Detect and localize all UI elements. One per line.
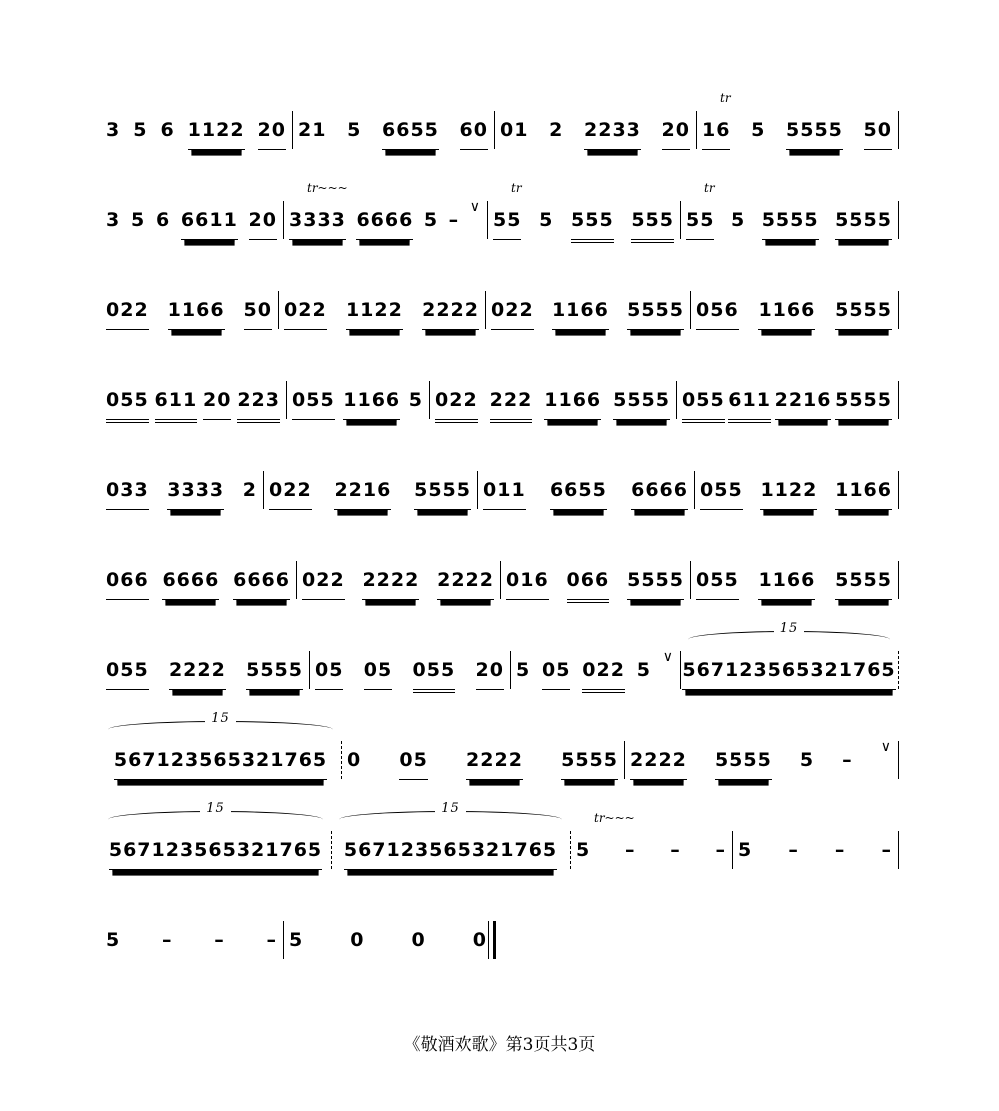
measure-notes <box>298 119 488 150</box>
measure-notes <box>506 569 684 603</box>
bar-line <box>309 651 310 689</box>
note-group: 055 <box>700 479 743 510</box>
measure-notes <box>500 119 690 150</box>
trill-mark: tr <box>720 91 731 105</box>
measure-notes <box>289 199 481 240</box>
note-group: 055 <box>106 659 149 690</box>
note-group: 5555 <box>613 389 670 420</box>
score-system <box>0 915 999 975</box>
measure <box>734 825 896 885</box>
measure <box>696 465 896 525</box>
measure <box>102 801 329 885</box>
note-group: 2216 <box>334 479 391 510</box>
bar-line <box>694 471 695 509</box>
note-group: 6655 <box>550 479 607 510</box>
note-group: 5555 <box>835 209 892 240</box>
note-group: 1166 <box>168 299 225 330</box>
note-group: 6 <box>155 209 171 231</box>
note-group: 5555 <box>627 299 684 330</box>
measure-notes <box>483 479 688 510</box>
score-system <box>0 801 999 885</box>
bar-line <box>278 291 279 329</box>
note-group: 5555 <box>786 119 843 150</box>
measure <box>512 645 678 705</box>
note-group: 5 <box>751 119 766 141</box>
bar-line <box>283 201 284 239</box>
note-group: 20 <box>662 119 690 150</box>
tuplet-number-text: 15 <box>200 801 231 816</box>
measure-notes <box>630 739 892 780</box>
tuplet-number <box>686 621 892 636</box>
note-group: 1166 <box>835 479 892 510</box>
bar-line <box>690 291 691 329</box>
note-group: 20 <box>258 119 286 150</box>
measure <box>682 181 896 255</box>
note-group: 05 <box>364 659 392 690</box>
note-group: 1166 <box>544 389 601 420</box>
dash-note: – <box>881 839 892 861</box>
score-system <box>0 375 999 435</box>
measure-notes <box>696 569 892 600</box>
note-group: 5 <box>289 929 304 951</box>
note-group: 611 <box>155 389 198 423</box>
measure <box>102 645 307 705</box>
score-system <box>0 465 999 525</box>
note-group: 1122 <box>346 299 403 330</box>
score-system <box>0 181 999 255</box>
note-group: 05 <box>315 659 343 690</box>
measure <box>572 811 730 885</box>
measure <box>479 465 692 525</box>
measure-notes <box>269 479 471 510</box>
note-group: 5 <box>539 209 554 231</box>
measure-notes <box>700 479 892 510</box>
note-group: 1166 <box>758 299 815 330</box>
bar-line <box>485 291 486 329</box>
bar-line <box>898 111 899 149</box>
note-group: 5 <box>799 749 815 771</box>
note-group: 50 <box>864 119 892 150</box>
measure-notes <box>682 389 892 423</box>
dash-note: – <box>788 839 799 861</box>
note-group: 20 <box>249 209 277 240</box>
note-group: 022 <box>582 659 625 693</box>
measure <box>496 105 694 165</box>
measure-notes <box>106 209 277 240</box>
dash-note: – <box>214 929 225 951</box>
measure-notes <box>106 299 272 330</box>
bar-line <box>494 111 495 149</box>
measure <box>678 375 896 435</box>
bar-line <box>500 561 501 599</box>
note-group: 611 <box>728 389 771 423</box>
dash-note: – <box>624 839 636 861</box>
note-group: 6655 <box>382 119 439 150</box>
measure-notes <box>106 389 280 423</box>
bar-line <box>510 651 511 689</box>
measure <box>265 465 475 525</box>
note-group: 6666 <box>356 209 413 240</box>
measure-notes <box>289 929 487 959</box>
measure-notes <box>702 119 892 150</box>
tuplet-number <box>106 801 325 816</box>
note-group: 2222 <box>466 749 523 780</box>
tuplet-number <box>106 711 335 726</box>
bar-line <box>286 381 287 419</box>
bar-line <box>624 741 625 779</box>
breath-mark: ∨ <box>662 649 674 665</box>
note-group: 5555 <box>835 389 892 420</box>
bar-line <box>898 831 899 869</box>
note-group: 5 <box>738 839 753 861</box>
measure-notes <box>106 479 257 510</box>
measure-notes <box>435 389 670 423</box>
bar-line <box>493 921 496 959</box>
note-group: 5555 <box>835 299 892 330</box>
measure <box>294 105 492 165</box>
note-group: 555 <box>571 209 614 243</box>
measure <box>102 105 290 165</box>
note-group: 5 <box>347 119 362 141</box>
bar-line <box>898 381 899 419</box>
measure-notes <box>106 801 325 870</box>
note-group: 16 <box>702 119 730 150</box>
tuplet-number-text: 15 <box>435 801 466 816</box>
bar-line <box>341 741 342 779</box>
measure <box>298 555 498 615</box>
note-group: 5 <box>130 209 146 231</box>
dash-note: – <box>448 209 460 231</box>
note-group: 016 <box>506 569 549 600</box>
measure <box>333 801 568 885</box>
measure-notes <box>347 749 618 780</box>
note-group: 2 <box>242 479 257 501</box>
measure <box>682 621 896 705</box>
note-group: 567123565321765 <box>109 839 322 870</box>
trill-mark: tr <box>704 181 715 195</box>
note-group: 055 <box>106 389 149 423</box>
measure <box>102 375 284 435</box>
note-group: 022 <box>435 389 478 423</box>
note-group: 2222 <box>169 659 226 690</box>
measure-notes <box>292 389 423 420</box>
note-group: 223 <box>237 389 280 423</box>
measure-notes <box>493 209 674 243</box>
note-group: 20 <box>476 659 504 690</box>
note-group: 1166 <box>758 569 815 600</box>
measure-notes <box>337 801 564 870</box>
measure <box>288 375 427 435</box>
note-group: 5555 <box>246 659 303 690</box>
note-group: 2222 <box>422 299 479 330</box>
note-group: 567123565321765 <box>344 839 557 870</box>
measure <box>692 285 896 345</box>
dash-note: – <box>161 929 173 951</box>
breath-mark: ∨ <box>880 739 892 755</box>
measure <box>343 735 622 795</box>
note-group: 60 <box>460 119 488 150</box>
note-group: 2222 <box>362 569 419 600</box>
note-group: 022 <box>284 299 327 330</box>
tuplet-number-text: 15 <box>205 711 236 726</box>
note-group: 056 <box>696 299 739 330</box>
page-footer: 《敬酒欢歌》第3页共3页 <box>403 1035 596 1055</box>
note-group: 5555 <box>627 569 684 600</box>
note-group: 0 <box>350 929 365 951</box>
note-group: 5 <box>133 119 148 141</box>
note-group: 5 <box>423 209 439 231</box>
bar-line <box>263 471 264 509</box>
bar-line <box>898 471 899 509</box>
note-group: 055 <box>292 389 335 420</box>
note-group: 3 <box>106 209 121 231</box>
bar-line <box>676 381 677 419</box>
measure <box>692 555 896 615</box>
bar-line <box>690 561 691 599</box>
note-group: 2222 <box>630 749 687 780</box>
note-group: 01 <box>500 119 529 141</box>
score-system <box>0 555 999 615</box>
note-group: 5 <box>106 929 121 951</box>
note-group: 011 <box>483 479 526 510</box>
note-group: 0 <box>472 929 487 951</box>
note-group: 5 <box>408 389 423 411</box>
trill-mark: tr <box>511 181 522 195</box>
note-group: 05 <box>542 659 570 690</box>
note-group: 5 <box>636 659 651 681</box>
note-group: 567123565321765 <box>682 659 895 690</box>
note-group: 066 <box>567 569 610 603</box>
measure <box>431 375 674 435</box>
measure-notes <box>106 659 303 690</box>
measure-notes <box>682 621 896 690</box>
bar-line <box>283 921 284 959</box>
score-system <box>0 711 999 795</box>
measure-notes <box>106 569 290 600</box>
tuplet-number-text: 15 <box>774 621 805 636</box>
measure <box>502 555 688 615</box>
bar-line <box>477 471 478 509</box>
bar-line <box>331 831 332 869</box>
bar-line <box>429 381 430 419</box>
measure <box>102 915 281 975</box>
note-group: 1166 <box>343 389 400 420</box>
score-system <box>0 91 999 165</box>
measure <box>102 711 339 795</box>
bar-line <box>292 111 293 149</box>
bar-line <box>680 651 681 689</box>
note-group: 022 <box>302 569 345 600</box>
bar-line <box>696 111 697 149</box>
note-group: 0 <box>347 749 362 771</box>
bar-line <box>296 561 297 599</box>
measure <box>102 285 276 345</box>
measure-notes <box>284 299 479 330</box>
measure <box>285 915 491 975</box>
note-group: 055 <box>682 389 725 423</box>
note-group: 022 <box>491 299 534 330</box>
bar-line <box>732 831 733 869</box>
dash-note: – <box>266 929 277 951</box>
trill-mark: tr~~~ <box>307 181 348 195</box>
note-group: 5555 <box>561 749 618 780</box>
note-group: 1122 <box>760 479 817 510</box>
bar-line <box>898 651 899 689</box>
note-group: 20 <box>203 389 231 420</box>
note-group: 5 <box>516 659 531 681</box>
dash-note: – <box>834 839 846 861</box>
tuplet-number <box>337 801 564 816</box>
note-group: 5 <box>576 839 591 861</box>
measure <box>698 91 896 165</box>
bar-line <box>898 561 899 599</box>
measure <box>280 285 483 345</box>
note-group: 3333 <box>289 209 346 240</box>
note-group: 567123565321765 <box>114 749 327 780</box>
note-group: 2233 <box>584 119 641 150</box>
measure-notes <box>516 649 674 693</box>
measure <box>102 555 294 615</box>
note-group: 3333 <box>167 479 224 510</box>
measure-notes <box>106 119 286 150</box>
score-system <box>0 285 999 345</box>
note-group: 222 <box>490 389 533 423</box>
dash-note: – <box>715 839 726 861</box>
bar-line <box>570 831 571 869</box>
note-group: 55 <box>493 209 521 240</box>
note-group: 5555 <box>414 479 471 510</box>
note-group: 066 <box>106 569 149 600</box>
bar-line <box>898 741 899 779</box>
measure-notes <box>491 299 684 330</box>
note-group: 6 <box>160 119 175 141</box>
measure-notes <box>106 711 335 780</box>
note-group: 6666 <box>233 569 290 600</box>
measure <box>487 285 688 345</box>
measure-notes <box>315 659 504 693</box>
dash-note: – <box>670 839 681 861</box>
trill-mark: tr~~~ <box>594 811 635 825</box>
breath-mark: ∨ <box>469 199 481 215</box>
note-group: 2222 <box>437 569 494 600</box>
note-group: 033 <box>106 479 149 510</box>
note-group: 022 <box>269 479 312 510</box>
note-group: 21 <box>298 119 327 141</box>
measure <box>311 645 508 705</box>
measure-notes <box>686 209 892 240</box>
bar-line <box>487 201 488 239</box>
measure <box>626 735 896 795</box>
note-group: 2 <box>549 119 564 141</box>
measure-notes <box>302 569 494 600</box>
bar-line <box>680 201 681 239</box>
note-group: 022 <box>106 299 149 330</box>
note-group: 055 <box>413 659 456 693</box>
measure <box>102 195 281 255</box>
bar-line <box>898 201 899 239</box>
score-system <box>0 621 999 705</box>
bar-line <box>898 291 899 329</box>
note-group: 2216 <box>775 389 832 420</box>
measure <box>102 465 261 525</box>
note-group: 6666 <box>631 479 688 510</box>
note-group: 555 <box>631 209 674 243</box>
measure <box>489 181 678 255</box>
measure-notes <box>738 839 892 869</box>
note-group: 50 <box>244 299 272 330</box>
measure-notes <box>696 299 892 330</box>
note-group: 6666 <box>162 569 219 600</box>
note-group: 3 <box>106 119 121 141</box>
note-group: 5555 <box>715 749 772 780</box>
measure-notes <box>576 839 726 869</box>
note-group: 05 <box>399 749 427 780</box>
note-group: 5555 <box>762 209 819 240</box>
note-group: 5 <box>730 209 746 231</box>
note-group: 5555 <box>835 569 892 600</box>
measure-notes <box>106 929 277 959</box>
note-group: 6611 <box>181 209 238 240</box>
note-group: 055 <box>696 569 739 600</box>
note-group: 1166 <box>552 299 609 330</box>
note-group: 1122 <box>188 119 245 150</box>
dash-note: – <box>842 749 853 771</box>
note-group: 55 <box>686 209 714 240</box>
note-group: 0 <box>411 929 426 951</box>
measure <box>285 181 485 255</box>
